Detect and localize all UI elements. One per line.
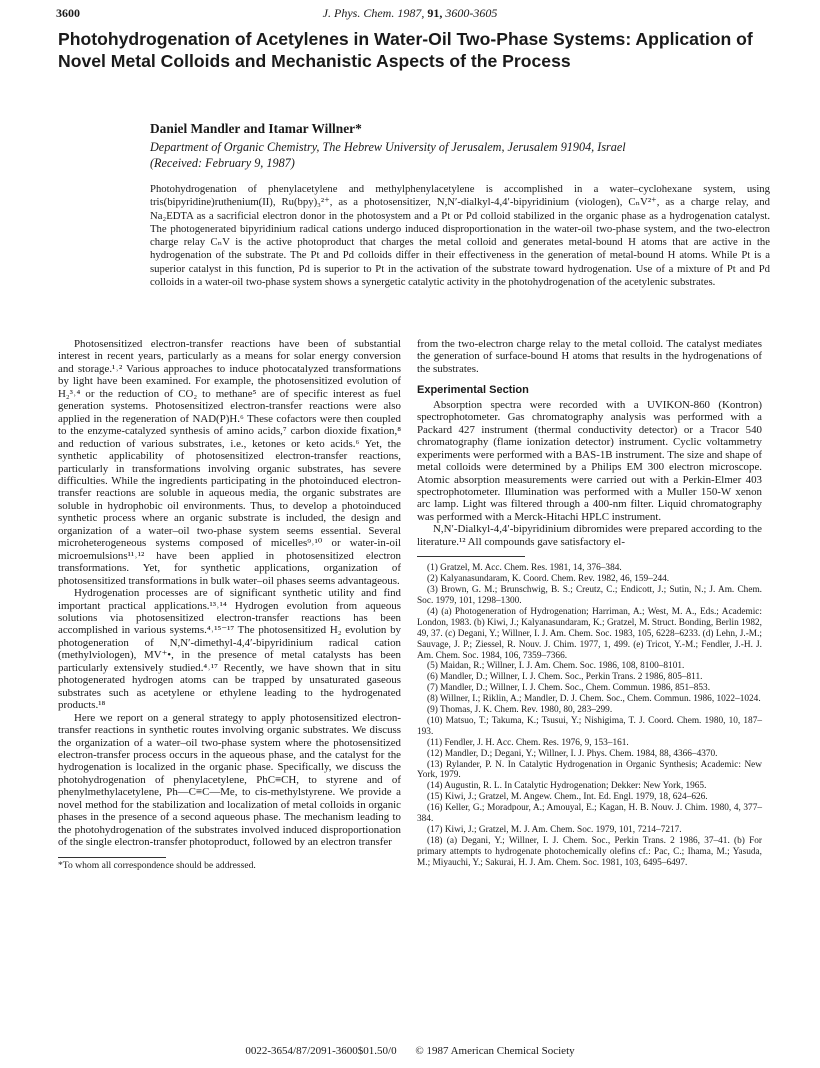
page-number: 3600 [56, 6, 80, 20]
body-paragraph: Absorption spectra were recorded with a UVIKON-860 (Kontron) spectrophotometer. Gas chromatography analysis was performed with a Packard 427 instrument (thermal conductivity detector) or a Tracor 540 chromatography (flame ionization detector) instrument. Cyclic voltammetry experiments were performed with a BAS-1B instrument. The size and shape of metal colloids were determined by a Philips EM 300 electron microscope. Atomic absorption measurements were carried out with a Perkin-Elmer 403 spectrophotometer. Illumination was performed with a Muller 150-W xenon arc lamp. Light was filtered through a 400-nm filter. Liquid chromatography was performed with a Merck-Hitachi HPLC instrument. [417, 398, 762, 523]
body-paragraph: Hydrogenation processes are of significant synthetic utility and find important practical applications.¹³˒¹⁴ Hydrogen evolution from aqueous solutions via photosensitized electron-transfer reactions has been accomplished in various systems.⁴˒¹⁵⁻¹⁷ The photosensitized H₂ evolution by photogeneration of N,N′-dimethyl-4,4′-bipyridinium radical cation (methylviologen), MV⁺•, in the presence of metal catalysts has been particularly extensively studied.⁴˒¹⁷ Recently, we have shown that in situ photogenerated hydrogen atoms can be trapped by unsaturated gaseous substrates such as acetylene or ethylene leading to the hydrogenated products.¹⁸ [58, 587, 401, 712]
journal-name: J. Phys. Chem. [322, 6, 395, 20]
body-paragraph: N,N′-Dialkyl-4,4′-bipyridinium dibromides were prepared according to the literature.¹² All compounds gave satisfactory el- [417, 523, 762, 548]
reference-item: (9) Thomas, J. K. Chem. Rev. 1980, 80, 283–299. [427, 705, 613, 716]
reference-item: (16) Keller, G.; Moradpour, A.; Amouyal, E.; Kagan, H. B. Nouv. J. Chim. 1980, 4, 377–384. [417, 803, 762, 825]
reference-item: (10) Matsuo, T.; Takuma, K.; Tsusui, Y.; Nishigima, T. J. Coord. Chem. 1980, 10, 187–193. [417, 715, 762, 737]
reference-item: (14) Augustin, R. L. In Catalytic Hydrogenation; Dekker: New York, 1965. [427, 781, 707, 792]
right-column [417, 338, 762, 869]
reference-item: (5) Maidan, R.; Willner, I. J. Am. Chem. Soc. 1986, 108, 8100–8101. [427, 661, 685, 672]
journal-volume: 91, [427, 6, 443, 20]
copyright-notice: © 1987 American Chemical Society [415, 1045, 575, 1057]
running-header [56, 6, 764, 24]
body-paragraph: from the two-electron charge relay to the metal colloid. The catalyst mediates the generation of surface-bound H atoms that results in the hydrogenations of the substrates. [417, 338, 762, 375]
correspondence-footnote: *To whom all correspondence should be addressed. [58, 859, 256, 871]
reference-item: (4) (a) Photogeneration of Hydrogenation; Harriman, A.; West, M. A., Eds.; Academic: London, 1983. (b) Kiwi, J.; Kalyanasundaram, K.; Gratzel, M. Struct. Bonding, Berlin 1982, 49, 37. (c) Degani, Y.; Willner, I. J. Am. Chem. Soc. 1983, 105, 6228–6233. (d) Lehn, J.-M.; Sauvage, J. P.; Ziessel, R. Nouv. J. Chim. 1977, 1, 499. (e) Tricot, Y.-M.; Fendler, J.-H. J. Am. Chem. Soc. 1984, 106, 7359–7366. [417, 606, 762, 661]
reference-item: (6) Mandler, D.; Willner, I. J. Chem. Soc., Perkin Trans. 2 1986, 805–811. [427, 672, 703, 683]
article-code: 0022-3654/87/2091-3600$01.50/0 [245, 1045, 397, 1057]
page-footer [0, 1045, 820, 1057]
reference-item: (7) Mandler, D.; Willner, I. J. Chem. Soc., Chem. Commun. 1986, 851–853. [427, 683, 711, 694]
body-paragraph: Here we report on a general strategy to apply photosensitized electron-transfer reactions in synthetic routes involving organic substrates. We discuss the organization of a water–oil two-phase system where the photosensitized electron-transfer process occurs in the aqueous phase, and the catalyst for the hydrogenation is localized in the organic phase. Specifically, we discuss the photohydrogenation of phenylacetylene, PhC≡CH, to styrene and of phenylmethylacetylene, Ph—C≡C—Me, to cis-methylstyrene. We provide a novel method for the stabilization and localization of metal colloids in organic phases in the presence of a second aqueous phase. The mechanism leading to the photohydrogenation of the substrates involved induced disproportionation of the single electron-transfer photoproduct, followed by an electron transfer [58, 711, 401, 849]
article-title: Photohydrogenation of Acetylenes in Water-Oil Two-Phase Systems: Application of Novel Metal Colloids and Mechanistic Aspects of the Process [58, 29, 753, 71]
abstract: Photohydrogenation of phenylacetylene and methylphenylacetylene is accomplished in a water–cyclohexane system, using tris(bipyridine)ruthenium(II), Ru(bpy)₃²⁺, as a photosensitizer, N,N′-dialkyl-4,4′-bipyridinium (viologen), CₙV²⁺, as a charge relay, and Na₂EDTA as a sacrificial electron donor in the photosystem and a Pt or Pd colloid stabilized in the organic phase as a hydrogenation catalyst. The photogenerated bipyridinium radical cations undergo induced disproportionation in the water-oil two-phase system, and the two-electron charge relay CₙV is the active photoproduct that charges the metal colloid and generates metal-bound H atoms that are active in the hydrogenation of the substrate. The Pt and Pd colloids differ in their effectiveness in the generation of metal-bound H atoms. While Pt is a superior catalyst in this function, Pd is superior to Pt in the activation of the substrate toward hydrogenation. Use of a mixture of Pt and Pd colloids in a water-oil two-phase system shows a synergetic catalytic activity in the photohydrogenation of the acetylenic substrates. [150, 183, 770, 288]
reference-item: (13) Rylander, P. N. In Catalytic Hydrogenation in Organic Synthesis; Academic: New York, 1979. [417, 759, 762, 781]
body-paragraph: Photosensitized electron-transfer reactions have been of substantial interest in recent years, particularly as a means for solar energy conversion and storage.¹˒² Various approaches to induce photocatalyzed transformations by light have been examined. For example, the photosensitized evolution of H₂³˒⁴ or the reduction of CO₂ to methane⁵ are of specific interest as fuel generation systems. Photosensitized electron-transfer reactions were also applied in the regeneration of NAD(P)H.⁶ These cofactors were then coupled to the enzyme-catalyzed synthesis of amino acids,⁷ carbon dioxide fixation,⁸ and reduction of various substrates, i.e., ketones or keto acids.⁶ Yet, the synthetic applicability of photosensitized electron-transfer reactions, particularly in transformations involving organic substrates, has severe difficulties. While the ingredients participating in the photoinduced electron-transfer reactions are soluble in aqueous media, the organic substrates are soluble in hydrophobic oil environments. Thus, to develop a photoinduced synthetic process where an organic substrate is included, the design and organization of a water–oil two-phase system seems essential. Several microheterogeneous systems composed of micelles⁹˒¹⁰ or water-in-oil microemulsions¹¹˒¹² have been applied in photosensitized electron transformations. Yet, for synthetic applications, organization of photosensitized transformations in bulk water–oil phases seems advantageous. [58, 338, 401, 587]
received-date: (Received: February 9, 1987) [150, 156, 295, 170]
reference-item: (1) Gratzel, M. Acc. Chem. Res. 1981, 14, 376–384. [427, 563, 622, 574]
affiliation: Department of Organic Chemistry, The Hebrew University of Jerusalem, Jerusalem 91904, Israel [150, 140, 626, 154]
journal-year: 1987, [397, 6, 425, 20]
journal-pages: 3600-3605 [445, 6, 498, 20]
reference-item: (15) Kiwi, J.; Gratzel, M. Angew. Chem., Int. Ed. Engl. 1979, 18, 624–626. [427, 792, 708, 803]
reference-item: (17) Kiwi, J.; Gratzel, M. J. Am. Chem. Soc. 1979, 101, 7214–7217. [427, 825, 682, 835]
reference-item: (8) Willner, I.; Riklin, A.; Mandler, D. J. Chem. Soc., Chem. Commun. 1986, 1022–1024. [427, 694, 761, 705]
left-column [58, 338, 401, 871]
reference-item: (3) Brown, G. M.; Brunschwig, B. S.; Creutz, C.; Endicott, J.; Sutin, N.; J. Am. Chem. Soc. 1979, 101, 1298–1300. [417, 585, 762, 606]
section-heading: Experimental Section [417, 384, 529, 397]
reference-item: (2) Kalyanasundaram, K. Coord. Chem. Rev. 1982, 46, 159–244. [427, 574, 670, 585]
reference-item: (18) (a) Degani, Y.; Willner, I. J. Chem. Soc., Perkin Trans. 2 1986, 37–41. (b) For primary attempts to hydrogenate photochemically olefins cf.: Pac, C.; Ihama, M.; Yasuda, M.; Miyauchi, Y.; Sakurai, H. J. Am. Chem. Soc. 1981, 103, 6495–6497. [417, 835, 762, 868]
journal-citation [56, 6, 764, 21]
reference-list [417, 563, 762, 868]
reference-item: (11) Fendler, J. H. Acc. Chem. Res. 1976, 9, 153–161. [427, 737, 629, 748]
affiliation-block [150, 139, 770, 171]
references-divider [417, 556, 525, 557]
reference-item: (12) Mandler, D.; Degani, Y.; Willner, I. J. Phys. Chem. 1984, 88, 4366–4370. [427, 748, 718, 759]
author-list: Daniel Mandler and Itamar Willner* [150, 121, 362, 136]
footnote-divider [58, 857, 166, 858]
